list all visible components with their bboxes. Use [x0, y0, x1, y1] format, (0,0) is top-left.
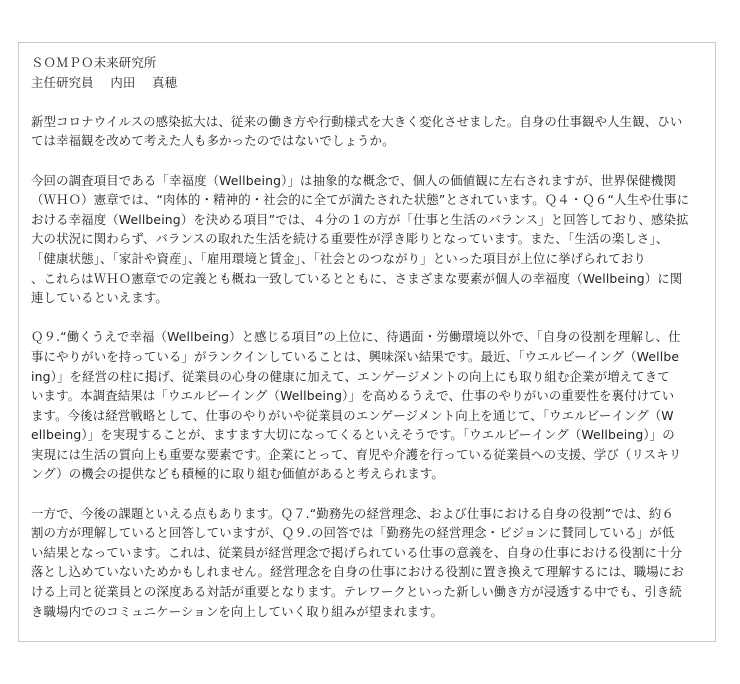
- text-line: 大の状況に関わらず、バランスの取れた生活を続ける重要性が浮き彫りとなっています。また、「生活の楽しさ」、: [31, 231, 669, 247]
- text-line: ては幸福観を改めて考えた人も多かったのではないでしょうか。: [31, 133, 395, 149]
- text-line: 落とし込めていないためかもしれません。経営理念を自身の仕事における役割に置き換えて理解するには、職場にお: [31, 564, 684, 580]
- paragraph-wellbeing-definition: [31, 171, 703, 308]
- paragraph-work-wellbeing: [31, 327, 703, 484]
- text-line: 一方で、今後の課題といえる点もあります。Ｑ７.“勤務先の経営理念、および仕事における自身の役割”では、約６: [31, 505, 675, 521]
- article-frame: [18, 42, 716, 642]
- text-line: 「健康状態」、「家計や資産」、「雇用環境と賃金」、「社会とのつながり」といった項目が上位に挙げられており: [31, 250, 646, 266]
- author-line: 主任研究員 内田 真穂: [31, 74, 178, 90]
- text-line: 今回の調査項目である「幸福度（Wellbeing）」は抽象的な概念で、個人の価値観に左右されますが、世界保健機関: [31, 172, 676, 188]
- text-line: ellbeing）」を実現することが、ますます大切になってくるといえそうです。「ウエルビーイング（Wellbeing）」の: [31, 427, 675, 443]
- text-line: 実現には生活の質向上も重要な要素です。企業にとって、育児や介護を行っている従業員への支援、学び（リスキリ: [31, 446, 682, 462]
- text-line: き職場内でのコミュニケーションを向上していく取り組みが望まれます。: [31, 603, 444, 619]
- article-content: [31, 53, 703, 621]
- spacer: [31, 92, 703, 112]
- text-line: Ｑ９.“働くうえで幸福（Wellbeing）と感じる項目”の上位に、待遇面・労働環境以外で、「自身の役割を理解し、仕: [31, 329, 681, 345]
- text-line: ます。今後は経営戦略として、仕事のやりがいや従業員のエンゲージメント向上を通じて、「ウエルビーイング（W: [31, 407, 674, 423]
- text-line: おける幸福度（Wellbeing）を決める項目”では、４分の１の方が「仕事と生活のバランス」と回答しており、感染拡: [31, 211, 689, 227]
- text-line: 新型コロナウイルスの感染拡大は、従来の働き方や行動様式を大きく変化させました。自身の仕事観や人生観、ひい: [31, 113, 683, 129]
- text-line: ける上司と従業員との深度ある対話が重要となります。テレワークといった新しい働き方が浸透する中でも、引き続: [31, 584, 682, 600]
- text-line: 、これらはＷＨＯ憲章での定義とも概ね一致しているとともに、さまざまな要素が個人の幸福度（Wellbeing）に関: [31, 270, 683, 286]
- text-line: 連しているといえます。: [31, 290, 168, 306]
- text-line: ing）」を経営の柱に掲げ、従業員の心身の健康に加えて、エンゲージメントの向上にも取り組む企業が増えてきて: [31, 368, 670, 384]
- spacer: [31, 151, 703, 171]
- text-line: 事にやりがいを持っている」がランクインしていることは、興味深い結果です。最近、「ウエルビーイング（Wellbe: [31, 348, 680, 364]
- paragraph-challenges: [31, 504, 703, 622]
- text-line: います。本調査結果は「ウエルビーイング（Wellbeing）」を高めるうえで、仕事のやりがいの重要性を裏付けてい: [31, 388, 675, 404]
- spacer: [31, 308, 703, 328]
- text-line: ング）の機会の提供なども積極的に取り組む価値があると考えられます。: [31, 466, 444, 482]
- spacer: [31, 484, 703, 504]
- organization-name: ＳＯＭＰＯ未来研究所: [31, 55, 157, 70]
- text-line: （ＷＨＯ）憲章では、“肉体的・精神的・社会的に全てが満たされた状態”とされています。Ｑ４・Ｑ６“人生や仕事に: [31, 192, 690, 208]
- text-line: い結果となっています。これは、従業員が経営理念で掲げられている仕事の意義を、自身の仕事における役割に十分: [31, 544, 683, 560]
- text-line: 割の方が理解していると回答していますが、Ｑ９.の回答では「勤務先の経営理念・ビジョンに賛同している」が低: [31, 525, 675, 541]
- paragraph-intro: [31, 112, 703, 151]
